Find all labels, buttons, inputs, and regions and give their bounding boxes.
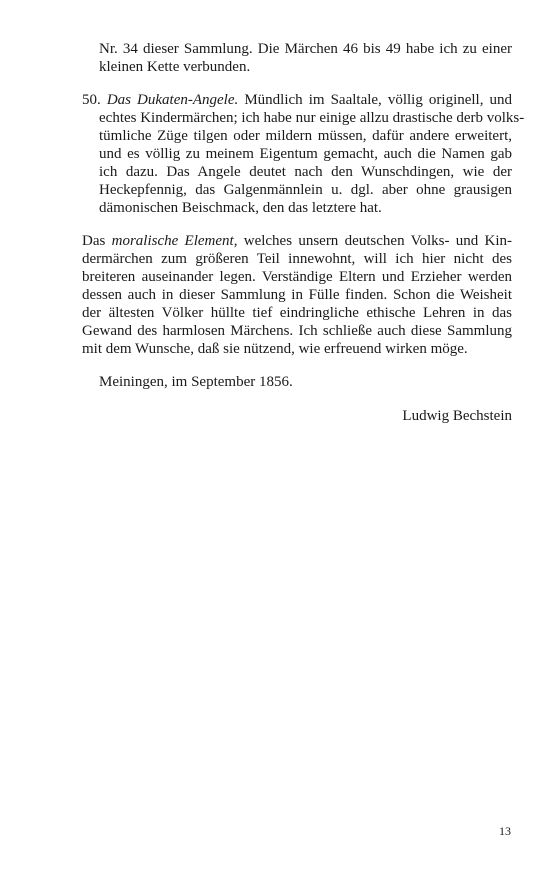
paragraph-emphasis: moralische Element, [111,233,238,249]
text-line: dermärchen zum größeren Teil innewohnt, will ich hier nicht des [82,251,512,267]
text-line: echtes Kindermärchen; ich habe nur einige allzu drastische derb volks- [99,110,525,126]
note-line-rest: Mündlich im Saaltale, völlig originell, und [244,92,513,108]
moral-paragraph [82,232,512,358]
text-line: Nr. 34 dieser Sammlung. Die Märchen 46 bis 49 habe ich zu einer [99,41,512,57]
note-number: 50. [82,92,101,108]
text-line: tümliche Züge tilgen oder mildern müssen, dafür andere erweitert, [99,128,512,144]
text-line: ich dazu. Das Angele deutet nach den Wunschdingen, wie der [99,164,512,180]
note-50 [82,91,525,217]
text-line: dessen auch in dieser Sammlung in Fülle finden. Schon die Weisheit [82,287,512,303]
page-number: 13 [499,824,511,838]
text-line [82,232,512,250]
text-line: dämonischen Beischmack, den das letztere hat. [99,200,382,216]
text-line: mit dem Wunsche, daß sie nützend, wie erfreuend wirken möge. [82,341,468,357]
place-date: Meiningen, im September 1856. [99,374,293,390]
text-line: kleinen Kette verbunden. [99,59,251,75]
text-line: und es völlig zu meinem Eigentum gemacht, auch die Namen gab [99,146,512,162]
text-line: breiteren auseinander legen. Verständige Eltern und Erzieher werden [82,269,512,285]
text-line: Heckepfennig, das Galgenmännlein u. dgl. aber ohne grausigen [99,182,512,198]
note-continuation [82,40,512,76]
text-line: der ältesten Völker hüllte tief eindringliche ethische Lehren in das [82,305,512,321]
text-line: Gewand des harmlosen Märchens. Ich schließe auch diese Sammlung [82,323,512,339]
page-body [82,40,525,425]
text-line [82,91,512,109]
author-signature: Ludwig Bechstein [402,408,512,424]
paragraph-line-rest: welches unsern deutschen Volks- und Kin- [243,233,513,249]
paragraph-intro: Das [82,233,106,249]
note-title: Das Dukaten-Angele. [106,92,239,108]
